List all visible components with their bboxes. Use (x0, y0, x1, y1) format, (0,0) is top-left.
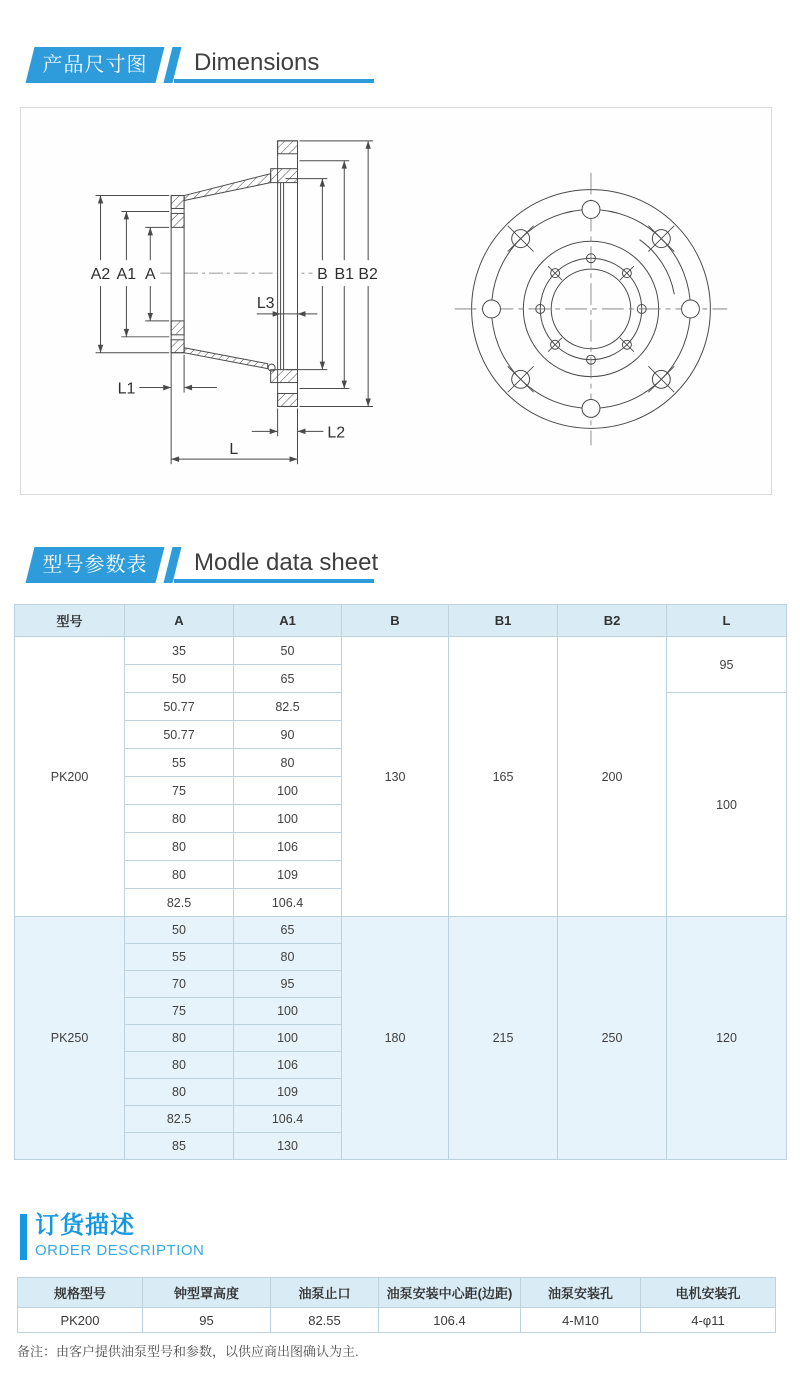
cell: 50 (125, 917, 234, 944)
dim-a2: A2 (90, 266, 111, 284)
table-row (15, 637, 787, 665)
col-header-b1: B1 (449, 605, 558, 637)
order-table-header-row (18, 1278, 776, 1308)
cell: 100 (234, 998, 342, 1025)
col-header-spec-model: 规格型号 (18, 1278, 143, 1308)
cell-b2: 200 (558, 637, 667, 917)
col-header-pump-center: 油泵安装中心距(边距) (379, 1278, 521, 1308)
cell: 85 (125, 1133, 234, 1160)
header-underline (174, 579, 374, 583)
dim-l1: L1 (117, 380, 136, 398)
order-table-row (18, 1308, 776, 1333)
cell: 80 (125, 1025, 234, 1052)
order-description-header (20, 1212, 520, 1264)
dim-l2: L2 (327, 424, 346, 442)
cell: PK200 (18, 1308, 143, 1333)
cell: 82.5 (125, 1106, 234, 1133)
cell: 35 (125, 637, 234, 665)
cell: 82.55 (271, 1308, 379, 1333)
cell: 80 (234, 944, 342, 971)
order-table (17, 1277, 776, 1333)
cell: 95 (143, 1308, 271, 1333)
col-header-a: A (125, 605, 234, 637)
dim-b1: B1 (334, 266, 355, 284)
cell: 82.5 (125, 889, 234, 917)
cell: 100 (234, 805, 342, 833)
datasheet-section-header (20, 547, 780, 583)
dim-l: L (229, 441, 239, 459)
cell: 70 (125, 971, 234, 998)
cell: 80 (125, 861, 234, 889)
cell: 80 (125, 1052, 234, 1079)
dim-b2: B2 (358, 266, 378, 284)
badge-slash-decoration (164, 47, 182, 83)
badge-slash-decoration (164, 547, 182, 583)
cell-b2: 250 (558, 917, 667, 1160)
cell: 109 (234, 861, 342, 889)
cell: 65 (234, 665, 342, 693)
front-view (455, 173, 728, 446)
cell-l: 95 (667, 637, 787, 693)
datasheet-badge-label: 型号参数表 (42, 554, 148, 576)
cell: 109 (234, 1079, 342, 1106)
dimensions-badge-label: 产品尺寸图 (42, 54, 148, 76)
cell: 50 (234, 637, 342, 665)
dim-b: B (317, 266, 328, 284)
cell: 75 (125, 998, 234, 1025)
cell: 80 (125, 833, 234, 861)
cell: 4-M10 (521, 1308, 641, 1333)
cell-b: 180 (342, 917, 449, 1160)
cell: 80 (125, 1079, 234, 1106)
col-header-motor-holes: 电机安装孔 (641, 1278, 776, 1308)
dimensions-badge (26, 47, 165, 83)
model-data-table (14, 604, 787, 1160)
cell: 55 (125, 749, 234, 777)
cell-b1: 165 (449, 637, 558, 917)
cell: 130 (234, 1133, 342, 1160)
dimensions-title: Dimensions (194, 49, 320, 76)
datasheet-title: Modle data sheet (194, 549, 379, 576)
model-cell: PK250 (15, 917, 125, 1160)
header-underline (174, 79, 374, 83)
cell: 50.77 (125, 693, 234, 721)
col-header-pump-spigot: 油泵止口 (271, 1278, 379, 1308)
order-subtitle: ORDER DESCRIPTION (35, 1242, 205, 1259)
datasheet-badge (26, 547, 165, 583)
col-header-l: L (667, 605, 787, 637)
dim-a1: A1 (116, 266, 137, 284)
col-header-a1: A1 (234, 605, 342, 637)
order-title: 订货描述 (35, 1212, 135, 1239)
cell: 4-φ11 (641, 1308, 776, 1333)
col-header-bell-height: 钟型罩高度 (143, 1278, 271, 1308)
cell-b: 130 (342, 637, 449, 917)
technical-drawing-panel (20, 107, 772, 495)
cell: 65 (234, 917, 342, 944)
cell: 50 (125, 665, 234, 693)
cell-l: 100 (667, 693, 787, 917)
footnote: 备注：由客户提供油泵型号和参数，以供应商出图确认为主. (17, 1344, 359, 1359)
cell: 106.4 (234, 1106, 342, 1133)
model-cell: PK200 (15, 637, 125, 917)
col-header-b: B (342, 605, 449, 637)
cell: 100 (234, 777, 342, 805)
cell: 106 (234, 1052, 342, 1079)
col-header-pump-holes: 油泵安装孔 (521, 1278, 641, 1308)
col-header-model: 型号 (15, 605, 125, 637)
cell-l: 120 (667, 917, 787, 1160)
technical-drawing (21, 108, 771, 494)
accent-bar (20, 1214, 27, 1260)
cell: 106 (234, 833, 342, 861)
cell: 82.5 (234, 693, 342, 721)
dim-l3: L3 (256, 294, 275, 312)
dim-a: A (144, 266, 156, 284)
cell: 50.77 (125, 721, 234, 749)
cell: 75 (125, 777, 234, 805)
data-table-header-row (15, 605, 787, 637)
cell: 100 (234, 1025, 342, 1052)
col-header-b2: B2 (558, 605, 667, 637)
cell: 95 (234, 971, 342, 998)
cell: 80 (234, 749, 342, 777)
cell-b1: 215 (449, 917, 558, 1160)
table-row (15, 917, 787, 944)
dimensions-section-header (20, 47, 780, 83)
cell: 106.4 (234, 889, 342, 917)
cell: 90 (234, 721, 342, 749)
cell: 80 (125, 805, 234, 833)
cell: 55 (125, 944, 234, 971)
cell: 106.4 (379, 1308, 521, 1333)
